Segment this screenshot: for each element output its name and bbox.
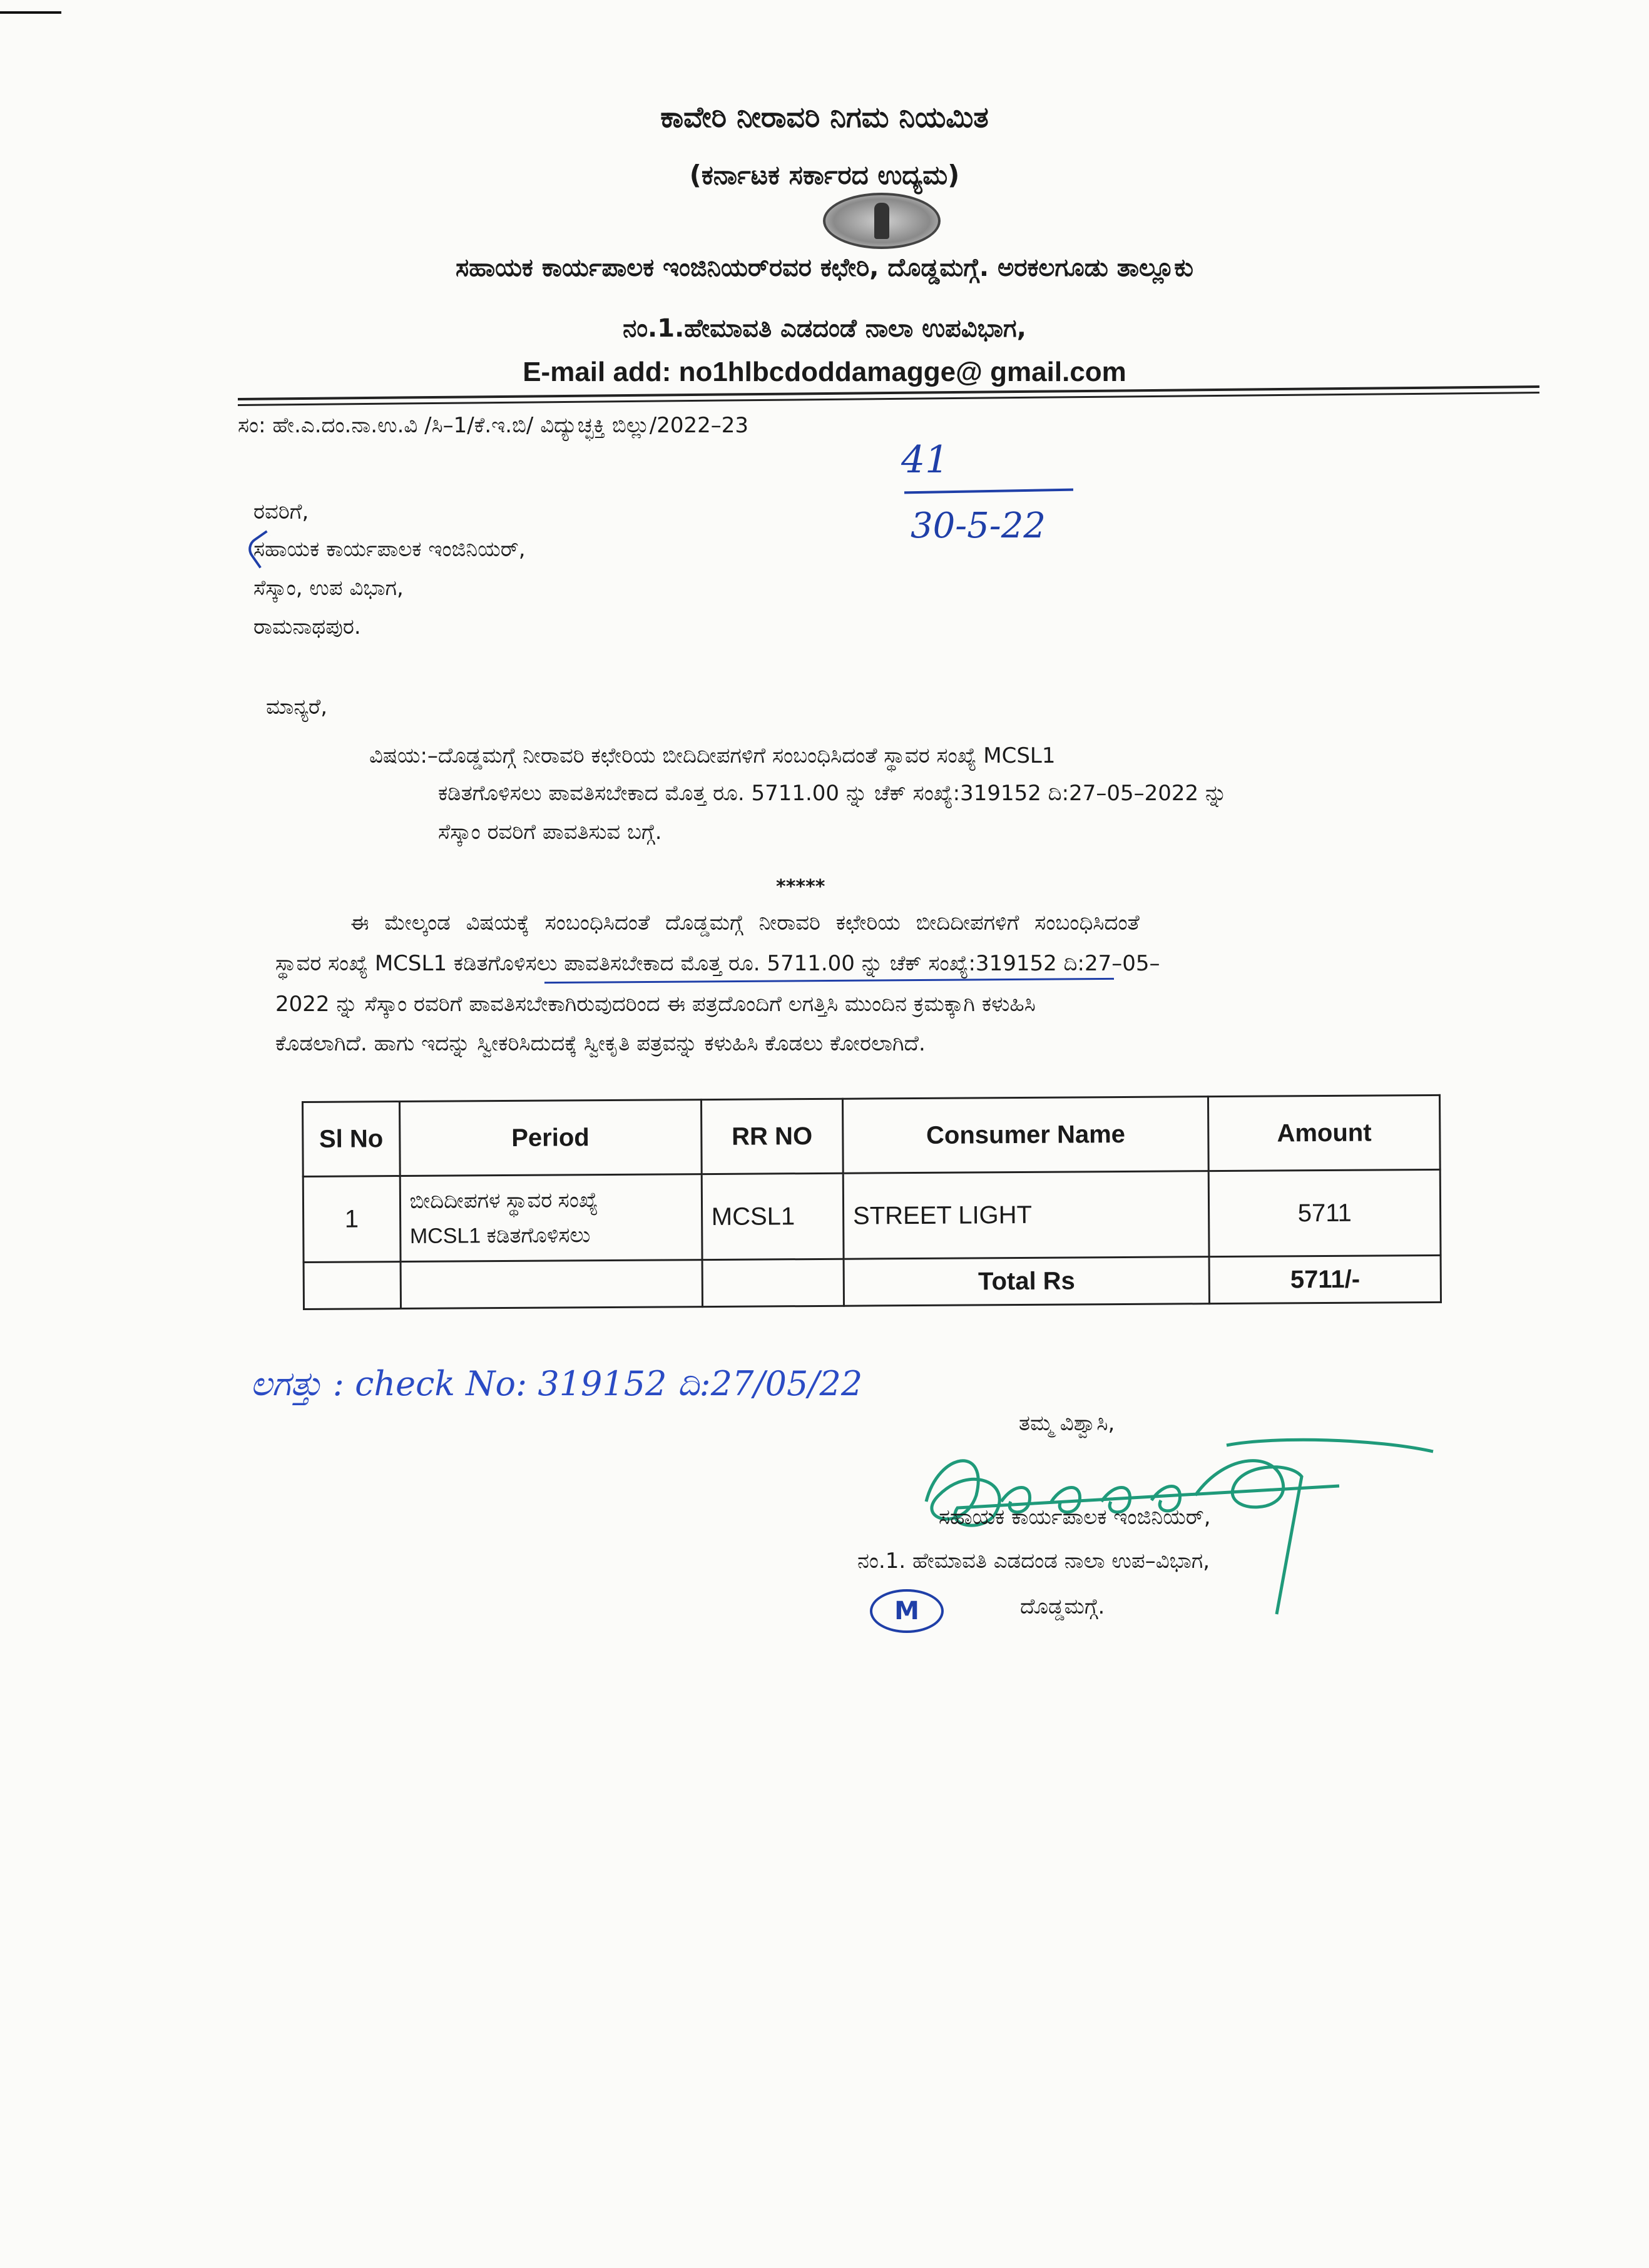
signatory-subdivision: ನಂ.1. ಹೇಮಾವತಿ ಎಡದಂಡ ನಾಲಾ ಉಪ–ವಿಭಾಗ, <box>857 1548 1210 1574</box>
body-line: ಈ ಮೇಲ್ಕಂಡ ವಿಷಯಕ್ಕೆ ಸಂಬಂಧಿಸಿದಂತೆ ದೊಡ್ಡಮಗ್ಗೆ ನೀರಾವರಿ ಕಛೇರಿಯ ಬೀದಿದೀಪಗಳಿಗೆ ಸಂಬಂಧಿಸಿದಂತೆ <box>350 910 1140 935</box>
table-row <box>303 1169 1441 1262</box>
recipient-line: ರಾಮನಾಥಪುರ. <box>253 614 361 639</box>
period-line: ಬೀದಿದೀಪಗಳ ಸ್ಥಾವರ ಸಂಖ್ಯೆ <box>409 1188 598 1213</box>
separator: ***** <box>776 876 825 898</box>
bill-table <box>302 1094 1442 1310</box>
inward-divider <box>904 489 1073 494</box>
cell-rr-no: MCSL1 <box>702 1173 844 1259</box>
recipient-to: ರವರಿಗೆ, <box>253 499 309 524</box>
division-line: ನಂ.1.ಹೇಮಾವತಿ ಎಡದಂಡೆ ನಾಲಾ ಉಪವಿಭಾಗ, <box>623 314 1026 343</box>
empty-cell <box>401 1260 703 1309</box>
col-header-amount: Amount <box>1208 1095 1440 1171</box>
handwritten-enclosure-note: ಲಗತ್ತು : check No: 319152 ದಿ:27/05/22 <box>250 1364 863 1403</box>
body-line: 2022 ನ್ನು ಸೆಸ್ಕಾಂ ರವರಿಗೆ ಪಾವತಿಸಬೇಕಾಗಿರುವುದರಿಂದ ಈ ಪತ್ರದೊಂದಿಗೆ ಲಗತ್ತಿಸಿ ಮುಂದಿನ ಕ್ರಮಕ್ಕಾಗಿ ಕಳುಹಿಸಿ <box>275 992 1036 1017</box>
corporation-emblem <box>823 193 941 249</box>
signatory-place: ದೊಡ್ಡಮಗ್ಗೆ. <box>1020 1594 1105 1619</box>
inward-date: 30-5-22 <box>911 506 1046 546</box>
reference-number: ಸಂ: ಹೇ.ಎ.ದಂ.ನಾ.ಉ.ವಿ /ಸಿ–1/ಕೆ.ಇ.ಬಿ/ ವಿದ್ಯುಚ್ಛಕ್ತಿ ಬಿಲ್ಲು/2022–23 <box>238 413 749 438</box>
cell-amount: 5711 <box>1209 1169 1441 1256</box>
cell-consumer: STREET LIGHT <box>843 1171 1209 1259</box>
handwritten-initials: M <box>870 1589 944 1633</box>
email-line: E-mail add: no1hlbcdoddamagge@ gmail.com <box>523 357 1126 387</box>
empty-cell <box>304 1262 401 1309</box>
col-header-sl: Sl No <box>303 1102 400 1177</box>
subject-line: ಕಡಿತಗೊಳಿಸಲು ಪಾವತಿಸಬೇಕಾದ ಮೊತ್ತ ರೂ. 5711.00 ನ್ನು ಚೆಕ್ ಸಂಖ್ಯೆ:319152 ದಿ:27–05–2022 ನ್ನು <box>438 781 1227 806</box>
inward-number: 41 <box>901 438 949 482</box>
recipient-line: ಸೆಸ್ಕಾಂ, ಉಪ ವಿಭಾಗ, <box>253 576 404 601</box>
period-line: MCSL1 ಕಡಿತಗೊಳಿಸಲು <box>409 1223 591 1248</box>
pen-underline <box>544 978 1114 984</box>
office-line: ಸಹಾಯಕ ಕಾರ್ಯಪಾಲಕ ಇಂಜಿನಿಯರ್‌ರವರ ಕಛೇರಿ, ದೊಡ್ಡಮಗ್ಗೆ. ಅರಕಲಗೂಡು ತಾಲ್ಲೂಕು <box>456 253 1193 282</box>
body-line: ಸ್ಥಾವರ ಸಂಖ್ಯೆ MCSL1 ಕಡಿತಗೊಳಿಸಲು ಪಾವತಿಸಬೇಕಾದ ಮೊತ್ತ ರೂ. 5711.00 ನ್ನು ಚೆಕ್ ಸಂಖ್ಯೆ:319152 ದಿ:27–05– <box>275 951 1160 976</box>
recipient-line: ಸಹಾಯಕ ಕಾರ್ಯಪಾಲಕ ಇಂಜಿನಿಯರ್, <box>253 537 526 562</box>
total-value: 5711/- <box>1209 1255 1441 1303</box>
closing-yours: ತಮ್ಮ ವಿಶ್ವಾಸಿ, <box>1019 1411 1115 1436</box>
signatory-designation: ಸಹಾಯಕ ಕಾರ್ಯಪಾಲಕ ಇಂಜಿನಿಯರ್, <box>939 1505 1211 1530</box>
org-name: ಕಾವೇರಿ ನೀರಾವರಿ ನಿಗಮ ನಿಯಮಿತ <box>660 100 989 134</box>
total-label: Total Rs <box>844 1257 1210 1306</box>
col-header-period: Period <box>399 1100 702 1176</box>
govt-undertaking-line: (ಕರ್ನಾಟಕ ಸರ್ಕಾರದ ಉದ್ಯಮ) <box>689 160 960 190</box>
salutation: ಮಾನ್ಯರೆ, <box>266 694 328 720</box>
body-line: ಕೊಡಲಾಗಿದೆ. ಹಾಗು ಇದನ್ನು ಸ್ವೀಕರಿಸಿದುದಕ್ಕೆ ಸ್ವೀಕೃತಿ ಪತ್ರವನ್ನು ಕಳುಹಿಸಿ ಕೊಡಲು ಕೋರಲಾಗಿದೆ. <box>275 1031 926 1056</box>
table-header-row <box>303 1095 1441 1176</box>
col-header-rr-no: RR NO <box>701 1099 843 1174</box>
scan-corner-mark <box>0 11 61 14</box>
empty-cell <box>702 1259 844 1306</box>
table-total-row <box>304 1255 1441 1309</box>
cell-period <box>400 1174 702 1262</box>
subject-line: ವಿಷಯ:–ದೊಡ್ಡಮಗ್ಗೆ ನೀರಾವರಿ ಕಛೇರಿಯ ಬೀದಿದೀಪಗಳಿಗೆ ಸಂಬಂಧಿಸಿದಂತೆ ಸ್ಥಾವರ ಸಂಖ್ಯೆ MCSL1 <box>369 743 1056 768</box>
subject-line: ಸೆಸ್ಕಾಂ ರವರಿಗೆ ಪಾವತಿಸುವ ಬಗ್ಗೆ. <box>438 820 662 845</box>
cell-sl: 1 <box>303 1176 400 1263</box>
col-header-consumer: Consumer Name <box>842 1097 1208 1174</box>
